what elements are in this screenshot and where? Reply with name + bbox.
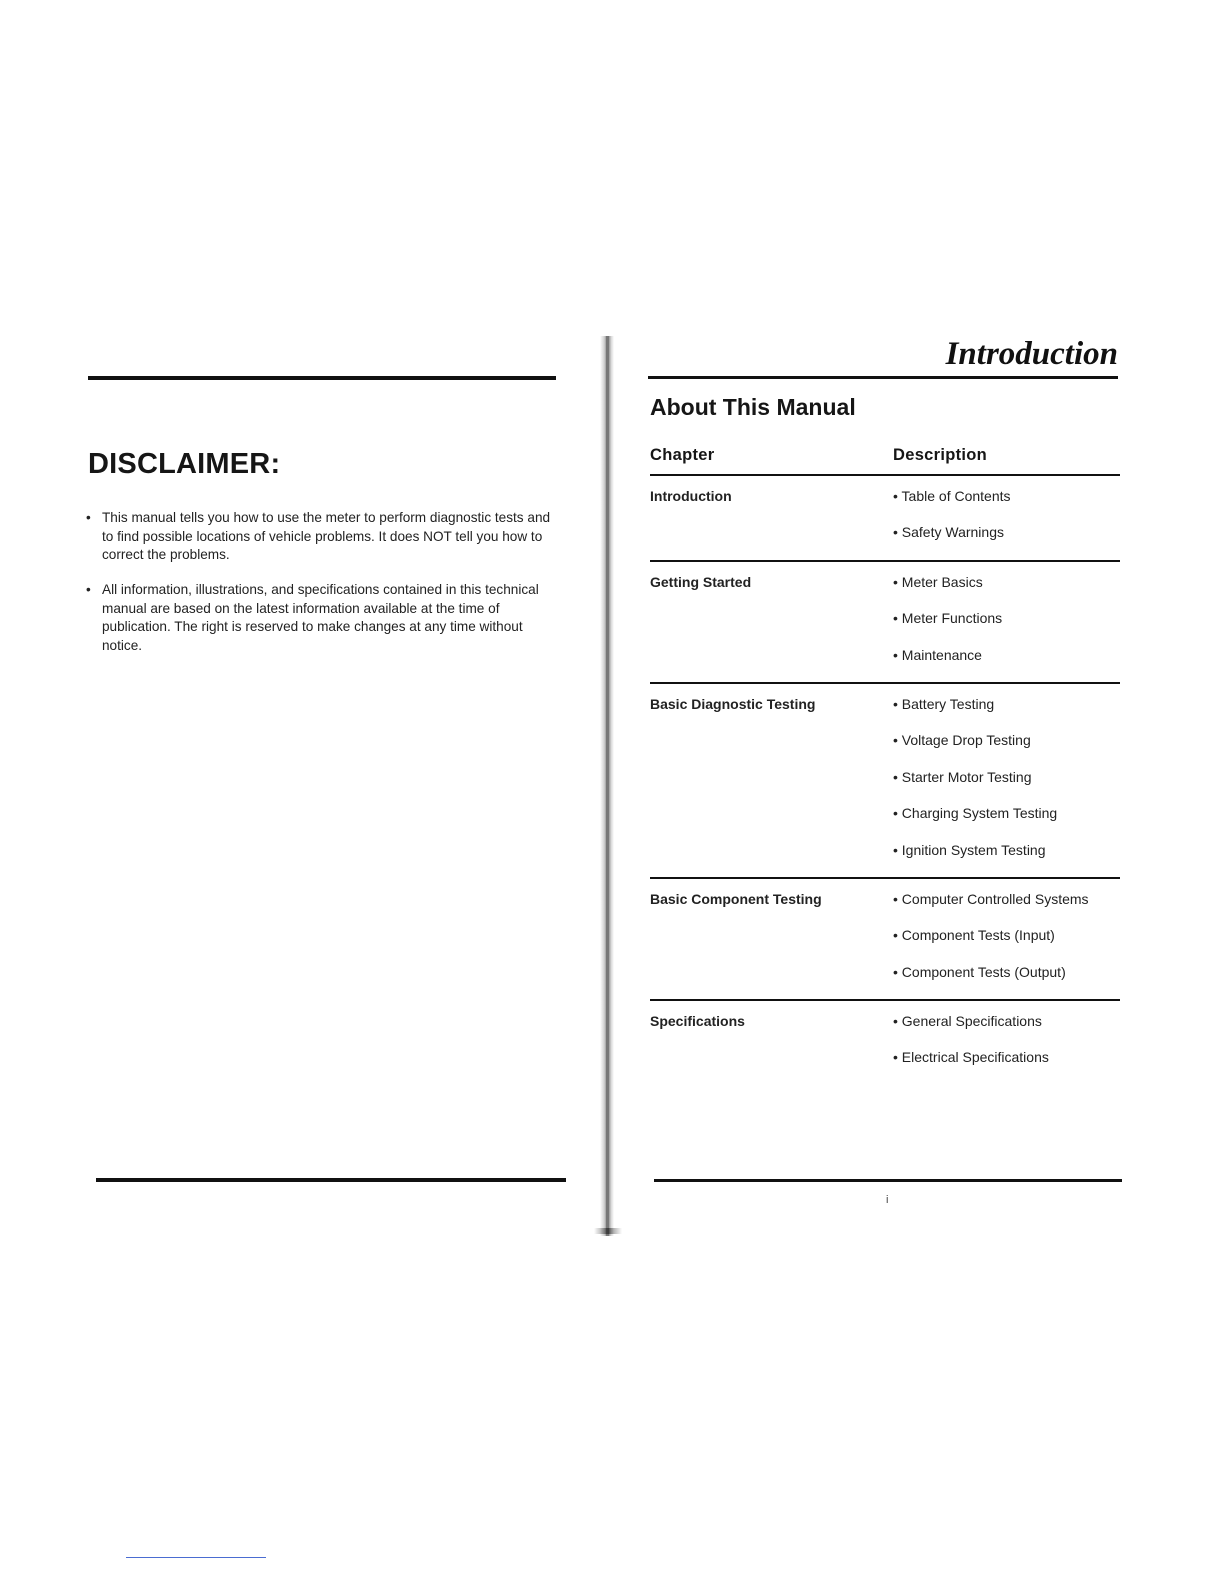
header-chapter: Chapter (650, 446, 715, 464)
description-item: • Meter Basics (893, 573, 983, 590)
footer-link-underline (126, 1557, 266, 1558)
table-header (650, 440, 1120, 476)
table-row (650, 1001, 1120, 1085)
chapter-name: Specifications (650, 1013, 745, 1030)
description-item: • Charging System Testing (893, 805, 1058, 822)
bottom-rule-left (96, 1178, 566, 1182)
description-item: • General Specifications (893, 1013, 1042, 1030)
description-item: • Battery Testing (893, 695, 995, 712)
description-list (893, 879, 1120, 999)
chapter-name: Introduction (650, 488, 732, 504)
description-item: • Component Tests (Input) (893, 927, 1055, 944)
section-title: Introduction (945, 336, 1118, 372)
description-item: • Meter Functions (893, 610, 1003, 627)
disclaimer-item (86, 581, 560, 655)
manual-heading: About This Manual (650, 394, 856, 420)
chapter-name: Getting Started (650, 573, 752, 590)
description-item: • Component Tests (Output) (893, 963, 1066, 980)
description-list (893, 684, 1120, 877)
description-item: • Table of Contents (893, 488, 1011, 504)
description-list (893, 1001, 1120, 1085)
page-number: i (886, 1194, 889, 1206)
description-item: • Ignition System Testing (893, 841, 1046, 858)
description-item: • Safety Warnings (893, 524, 1004, 541)
description-item: • Voltage Drop Testing (893, 732, 1031, 749)
table-row (650, 562, 1120, 684)
description-item: • Electrical Specifications (893, 1049, 1049, 1066)
table-row (650, 684, 1120, 879)
description-list (893, 562, 1120, 682)
book-binding-line (606, 336, 609, 1236)
table-row (650, 476, 1120, 562)
top-rule-left (88, 376, 556, 380)
disclaimer-text: This manual tells you how to use the meter to perform diagnostic tests and to find possible locations of vehicle problems. It does NOT tell you how to correct the problems. (102, 510, 551, 562)
description-item: • Starter Motor Testing (893, 768, 1032, 785)
disclaimer-title: DISCLAIMER: (88, 448, 281, 480)
disclaimer-item (86, 509, 560, 565)
description-item: • Computer Controlled Systems (893, 890, 1089, 907)
header-description: Description (893, 446, 988, 464)
description-item: • Maintenance (893, 646, 982, 663)
book-binding-foot (594, 1228, 622, 1234)
table-row (650, 879, 1120, 1001)
disclaimer-text: All information, illustrations, and specifications contained in this technical manual are based on the latest information available at the time of publication. The right is reserved to make changes at any time without notice. (102, 582, 539, 653)
chapter-table (650, 440, 1120, 1085)
chapter-name: Basic Diagnostic Testing (650, 695, 816, 712)
chapter-name: Basic Component Testing (650, 890, 822, 907)
bullet-icon: • (86, 510, 91, 525)
description-list (893, 476, 1120, 560)
bullet-icon: • (86, 582, 91, 597)
bottom-rule-right (654, 1179, 1122, 1182)
top-rule-right (648, 376, 1118, 379)
